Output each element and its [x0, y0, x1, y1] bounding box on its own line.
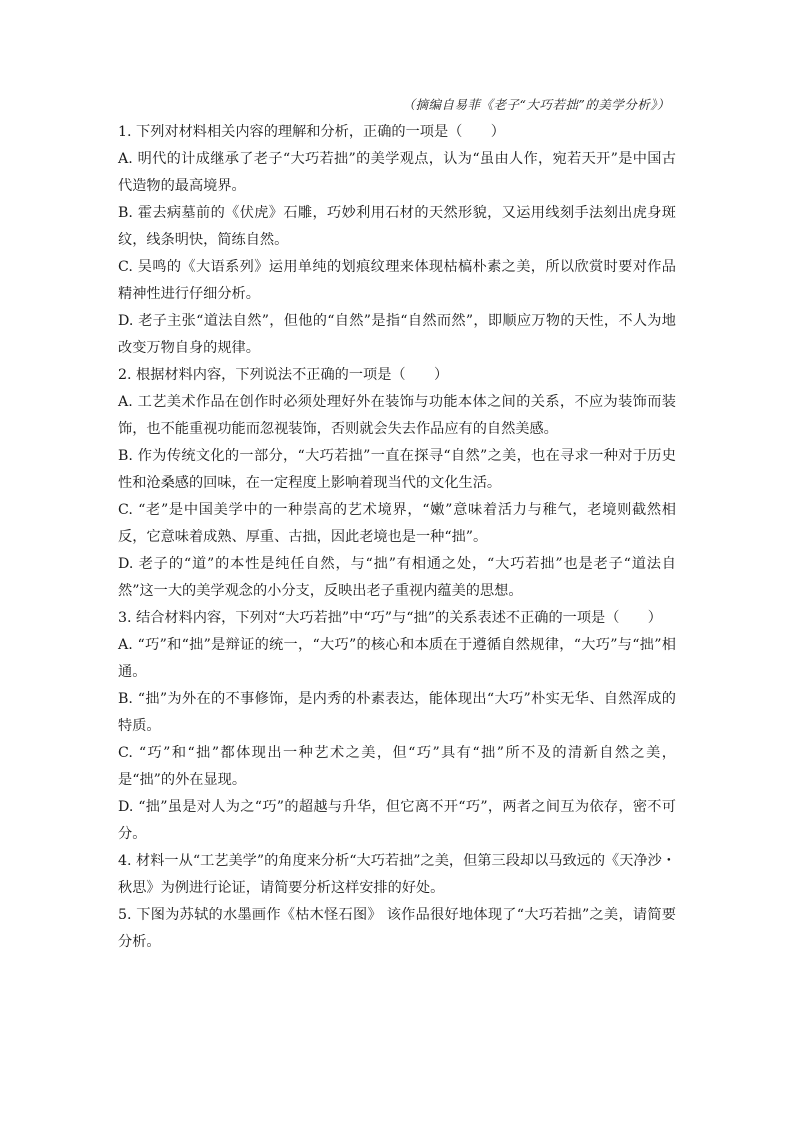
- question-1-option-d: D. 老子主张“道法自然”，但他的“自然”是指“自然而然”，即顺应万物的天性，不人为地改变万物自身的规律。: [118, 313, 676, 356]
- question-2-stem: 2. 根据材料内容，下列说法不正确的一项是（ ）: [118, 367, 449, 383]
- question-3-stem: 3. 结合材料内容，下列对“大巧若拙”中“巧”与“拙”的关系表述不正确的一项是（ ）: [118, 610, 662, 626]
- question-2-option-b: B. 作为传统文化的一部分，“大巧若拙”一直在探寻“自然”之美，也在寻求一种对于历史性和沧桑感的回味，在一定程度上影响着现当代的文化生活。: [118, 448, 676, 491]
- question-4-stem: 4. 材料一从“工艺美学”的角度来分析“大巧若拙”之美，但第三段却以马致远的《天净沙・秋思》为例进行论证，请简要分析这样安排的好处。: [118, 853, 676, 896]
- question-1-option-a: A. 明代的计成继承了老子“大巧若拙”的美学观点，认为“虽由人作，宛若天开”是中国古代造物的最高境界。: [118, 151, 676, 194]
- question-2-option-d: D. 老子的“道”的本性是纯任自然，与“拙”有相通之处，“大巧若拙”也是老子“道法自然”这一大的美学观念的小分支，反映出老子重视内蕴美的思想。: [118, 556, 676, 599]
- question-3-option-a: A. “巧”和“拙”是辩证的统一，“大巧”的核心和本质在于遵循自然规律，“大巧”与“拙”相通。: [118, 637, 676, 680]
- question-1-stem: 1. 下列对材料相关内容的理解和分析，正确的一项是（ ）: [118, 124, 505, 140]
- question-3-option-b: B. “拙”为外在的不事修饰，是内秀的朴素表达，能体现出“大巧”朴实无华、自然浑成的特质。: [118, 691, 676, 734]
- question-1-option-c: C. 吴鸣的《大语系列》运用单纯的划痕纹理来体现枯槁朴素之美，所以欣赏时要对作品精神性进行仔细分析。: [118, 259, 676, 302]
- question-5-stem: 5. 下图为苏轼的水墨画作《枯木怪石图》 该作品很好地体现了“大巧若拙”之美，请简要分析。: [118, 907, 676, 950]
- question-3-option-c: C. “巧”和“拙”都体现出一种艺术之美，但“巧”具有“拙”所不及的清新自然之美，是“拙”的外在显现。: [118, 745, 676, 788]
- question-2-option-a: A. 工艺美术作品在创作时必须处理好外在装饰与功能本体之间的关系，不应为装饰而装饰，也不能重视功能而忽视装饰，否则就会失去作品应有的自然美感。: [118, 394, 676, 437]
- question-1-option-b: B. 霍去病墓前的《伏虎》石雕，巧妙利用石材的天然形貌，又运用线刻手法刻出虎身斑纹，线条明快，简练自然。: [118, 205, 676, 248]
- question-2-option-c: C. “老”是中国美学中的一种崇高的艺术境界，“嫩”意味着活力与稚气，老境则截然相反，它意味着成熟、厚重、古拙，因此老境也是一种“拙”。: [118, 502, 676, 545]
- source-citation: （摘编自易菲《老子“大巧若拙”的美学分析》）: [402, 97, 670, 112]
- question-content: [118, 119, 676, 956]
- question-3-option-d: D. “拙”虽是对人为之“巧”的超越与升华，但它离不开“巧”，两者之间互为依存，密不可分。: [118, 799, 676, 842]
